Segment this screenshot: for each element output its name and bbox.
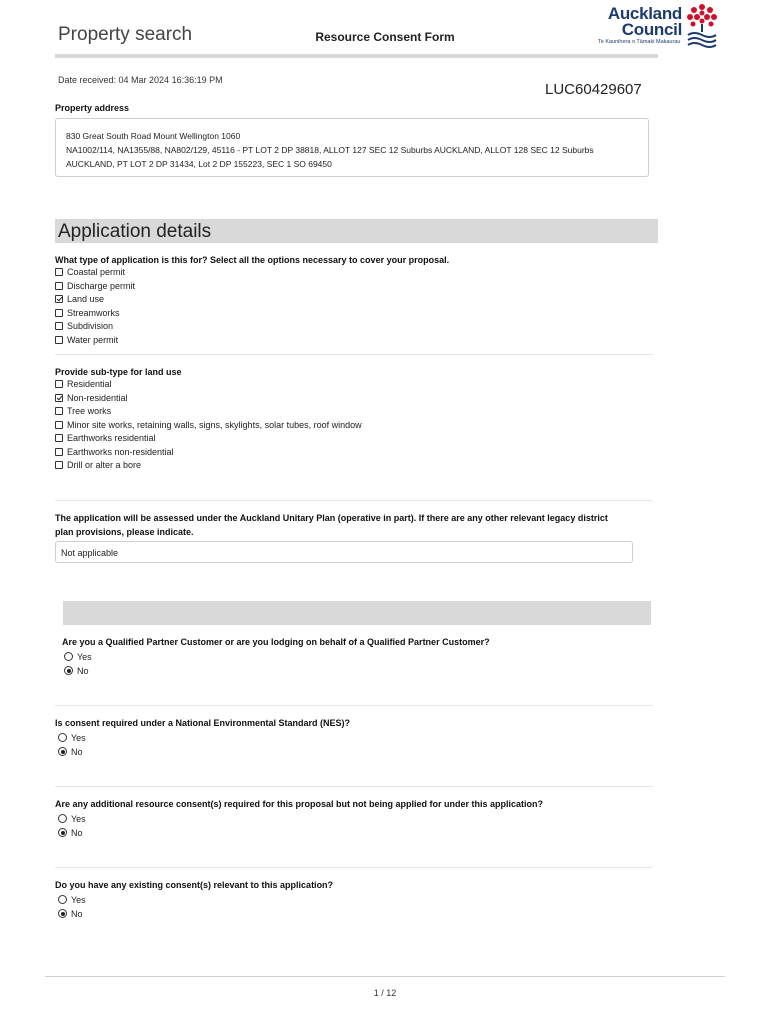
- form-title: Resource Consent Form: [315, 30, 455, 44]
- application-type-options: [55, 267, 655, 349]
- option-minor-site-works[interactable]: Minor site works, retaining walls, signs, skylights, solar tubes, roof window: [55, 420, 362, 432]
- option-no[interactable]: No: [58, 828, 83, 840]
- option-yes[interactable]: Yes: [58, 814, 86, 826]
- land-use-subtype-question: Provide sub-type for land use: [55, 367, 182, 377]
- property-address-field: [55, 118, 649, 177]
- address-line: NA1002/114, NA1355/88, NA802/129, 45116 - PT LOT 2 DP 38818, ALLOT 127 SEC 12 Suburbs AUCKLAND, ALLOT 128 SEC 12 Suburbs: [66, 145, 594, 155]
- land-use-subtype-options: [55, 379, 655, 475]
- radio-button-selected[interactable]: [58, 747, 67, 756]
- option-land-use[interactable]: Land use: [55, 294, 104, 306]
- radio-button[interactable]: [58, 814, 67, 823]
- radio-button[interactable]: [58, 733, 67, 742]
- address-line: 830 Great South Road Mount Wellington 1060: [66, 131, 241, 141]
- property-address-label: Property address: [55, 103, 130, 113]
- reference-number: LUC60429607: [545, 81, 642, 98]
- checkbox[interactable]: [55, 268, 63, 276]
- option-residential[interactable]: Residential: [55, 379, 112, 391]
- footer-divider: [45, 976, 725, 977]
- qualified-partner-question: Are you a Qualified Partner Customer or are you lodging on behalf of a Qualified Partner Customer?: [62, 637, 490, 647]
- radio-button-selected[interactable]: [58, 828, 67, 837]
- option-coastal-permit[interactable]: Coastal permit: [55, 267, 125, 279]
- option-no[interactable]: No: [58, 747, 83, 759]
- legacy-plan-question: The application will be assessed under the Auckland Unitary Plan (operative in part). If there are any other relevant legacy district plan provisions, please indicate.: [55, 513, 608, 537]
- additional-consents-options: [58, 814, 258, 840]
- option-no[interactable]: No: [58, 909, 83, 921]
- divider: [55, 500, 653, 501]
- checkbox[interactable]: [55, 461, 63, 469]
- checkbox[interactable]: [55, 448, 63, 456]
- application-details-heading: Application details: [55, 219, 658, 243]
- option-no[interactable]: No: [64, 666, 89, 678]
- option-discharge-permit[interactable]: Discharge permit: [55, 281, 135, 293]
- radio-button-selected[interactable]: [58, 909, 67, 918]
- existing-consents-options: [58, 895, 258, 921]
- additional-consents-question: Are any additional resource consent(s) required for this proposal but not being applied for under this application?: [55, 799, 544, 809]
- divider: [55, 786, 653, 787]
- checkbox[interactable]: [55, 282, 63, 290]
- page-number: 1 / 12: [373, 988, 397, 998]
- partial-section-heading: Property search: [58, 24, 193, 45]
- option-streamworks[interactable]: Streamworks: [55, 308, 120, 320]
- option-yes[interactable]: Yes: [58, 733, 86, 745]
- pohutukawa-flower-icon: [684, 2, 720, 48]
- application-type-question: What type of application is this for? Select all the options necessary to cover your proposal.: [55, 255, 450, 265]
- divider: [55, 705, 653, 706]
- auckland-council-logo: [590, 0, 725, 50]
- option-yes[interactable]: Yes: [64, 652, 92, 664]
- option-drill-or-alter-bore[interactable]: Drill or alter a bore: [55, 460, 141, 472]
- checkbox[interactable]: [55, 434, 63, 442]
- divider: [55, 867, 653, 868]
- option-yes[interactable]: Yes: [58, 895, 86, 907]
- checkbox[interactable]: [55, 322, 63, 330]
- option-subdivision[interactable]: Subdivision: [55, 321, 113, 333]
- nes-consent-question: Is consent required under a National Environmental Standard (NES)?: [55, 718, 351, 728]
- existing-consents-question: Do you have any existing consent(s) relevant to this application?: [55, 880, 334, 890]
- qualified-partner-options: [64, 652, 264, 678]
- checkbox-checked[interactable]: [55, 394, 63, 402]
- address-line: AUCKLAND, PT LOT 2 DP 31434, Lot 2 DP 155223, SEC 1 SO 69450: [66, 159, 332, 169]
- option-earthworks-non-residential[interactable]: Earthworks non-residential: [55, 447, 174, 459]
- radio-button[interactable]: [64, 652, 73, 661]
- option-non-residential[interactable]: Non-residential: [55, 393, 128, 405]
- legacy-plan-answer-field[interactable]: Not applicable: [55, 541, 633, 563]
- option-tree-works[interactable]: Tree works: [55, 406, 111, 418]
- option-earthworks-residential[interactable]: Earthworks residential: [55, 433, 156, 445]
- option-water-permit[interactable]: Water permit: [55, 335, 118, 347]
- checkbox-checked[interactable]: [55, 295, 63, 303]
- checkbox[interactable]: [55, 309, 63, 317]
- radio-button[interactable]: [58, 895, 67, 904]
- checkbox[interactable]: [55, 407, 63, 415]
- date-received: Date received: 04 Mar 2024 16:36:19 PM: [58, 75, 223, 85]
- checkbox[interactable]: [55, 336, 63, 344]
- divider: [55, 354, 653, 355]
- logo-tagline: Te Kaunihera o Tāmaki Makaurau: [598, 39, 681, 45]
- checkbox[interactable]: [55, 380, 63, 388]
- logo-wordmark: Auckland Council: [607, 4, 682, 39]
- section-band-empty: [63, 601, 651, 625]
- nes-consent-options: [58, 733, 258, 759]
- section-band-partial: [55, 54, 658, 58]
- radio-button-selected[interactable]: [64, 666, 73, 675]
- checkbox[interactable]: [55, 421, 63, 429]
